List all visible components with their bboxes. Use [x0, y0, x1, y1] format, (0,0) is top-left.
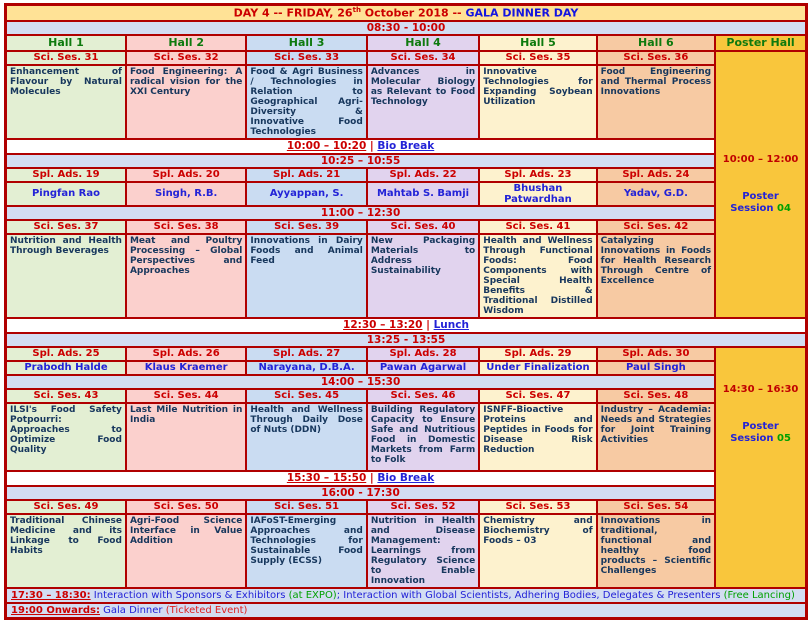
- speaker-name: Yadav, G.D.: [597, 182, 715, 206]
- day-title-red-1: DAY 4 -- FRIDAY, 26: [233, 6, 353, 20]
- break-label: Bio Break: [377, 472, 435, 485]
- session-title: Innovations in traditional, functional and healthy food products – Scientific Challenges: [597, 514, 715, 588]
- session-code: Sci. Ses. 36: [597, 51, 715, 65]
- spl-ads-code: Spl. Ads. 28: [367, 347, 479, 361]
- poster-session-05-time: 14:30 – 16:30: [722, 383, 799, 395]
- session-title: Traditional Chinese Medicine and its Linkage to Food Habits: [6, 514, 126, 588]
- session-code: Sci. Ses. 43: [6, 389, 126, 403]
- session-title: ILSI's Food Safety Potpourri: Approaches to Optimize Food Quality: [6, 403, 126, 471]
- gala-time: 19:00 Onwards:: [11, 604, 100, 616]
- session-code: Sci. Ses. 51: [246, 500, 366, 514]
- spl-ads-code: Spl. Ads. 22: [367, 168, 479, 182]
- session-code: Sci. Ses. 33: [246, 51, 366, 65]
- session-title: Last Mile Nutrition in India: [126, 403, 246, 471]
- spl-ads-code: Spl. Ads. 29: [479, 347, 596, 361]
- poster-label-line1: Poster: [742, 420, 779, 432]
- session-code: Sci. Ses. 44: [126, 389, 246, 403]
- session-title: Enhancement of Flavour by Natural Molecules: [6, 65, 126, 139]
- speaker-name: Narayana, D.B.A.: [246, 361, 366, 375]
- session-code: Sci. Ses. 49: [6, 500, 126, 514]
- session-code: Sci. Ses. 37: [6, 220, 126, 234]
- break-time: 12:30 – 13:20: [343, 319, 423, 332]
- speaker-name: Pingfan Rao: [6, 182, 126, 206]
- session-code: Sci. Ses. 53: [479, 500, 596, 514]
- break-time: 10:00 – 10:20: [286, 140, 367, 153]
- hall-2-header: Hall 2: [126, 35, 246, 51]
- session-title: Advances in Molecular Biology as Relevant to Food Technology: [367, 65, 479, 139]
- poster-session-04-label: [719, 191, 802, 215]
- time-band-1025: 10:25 – 10:55: [6, 154, 716, 168]
- break-separator: |: [422, 319, 434, 332]
- day-title-superscript: th: [352, 6, 361, 14]
- speaker-name: Ayyappan, S.: [246, 182, 366, 206]
- session-code: Sci. Ses. 38: [126, 220, 246, 234]
- session-title: Catalyzing Innovations in Foods for Health Research Through Centre of Excellence: [597, 234, 715, 318]
- session-title: Meat and Poultry Processing – Global Perspectives and Approaches: [126, 234, 246, 318]
- session-code: Sci. Ses. 50: [126, 500, 246, 514]
- session-title: Nutrition and Health Through Beverages: [6, 234, 126, 318]
- hall-3-header: Hall 3: [246, 35, 366, 51]
- time-band-1600: 16:00 - 17:30: [6, 486, 716, 500]
- time-band-1400: 14:00 – 15:30: [6, 375, 716, 389]
- session-code: Sci. Ses. 48: [597, 389, 715, 403]
- evening-text-1: Interaction with Sponsors & Exhibitors: [90, 589, 289, 601]
- session-title: Innovative Technologies for Expanding Soybean Utilization: [479, 65, 596, 139]
- hall-6-header: Hall 6: [597, 35, 715, 51]
- break-label: Lunch: [433, 319, 469, 332]
- spl-ads-code: Spl. Ads. 24: [597, 168, 715, 182]
- session-code: Sci. Ses. 42: [597, 220, 715, 234]
- session-code: Sci. Ses. 39: [246, 220, 366, 234]
- break-separator: |: [366, 472, 378, 485]
- hall-5-header: Hall 5: [479, 35, 596, 51]
- speaker-name: Mahtab S. Bamji: [367, 182, 479, 206]
- session-title: Health and Wellness Through Daily Dose of Nuts (DDN): [246, 403, 366, 471]
- speaker-name: Under Finalization: [479, 361, 596, 375]
- session-title: New Packaging Materials to Address Sustainability: [367, 234, 479, 318]
- day-title-red-2: October 2018 --: [360, 6, 466, 20]
- break-time: 15:30 – 15:50: [286, 472, 367, 485]
- evening-time: 17:30 – 18:30:: [11, 589, 91, 601]
- spl-ads-code: Spl. Ads. 25: [6, 347, 126, 361]
- speaker-name: Klaus Kraemer: [126, 361, 246, 375]
- session-code: Sci. Ses. 35: [479, 51, 596, 65]
- time-band-1100: 11:00 – 12:30: [6, 206, 716, 220]
- session-code: Sci. Ses. 41: [479, 220, 596, 234]
- bio-break-band-2: [6, 471, 716, 486]
- session-title: Health and Wellness Through Functional Foods: Food Components with Special Health Benefits & Traditional Distilled Wisdom: [479, 234, 596, 318]
- evening-text-2: ; Interaction with Global Scientists, Adhering Bodies, Delegates & Presenters: [336, 589, 724, 601]
- poster-label-line2: Session: [730, 202, 774, 214]
- session-code: Sci. Ses. 46: [367, 389, 479, 403]
- poster-session-04-time: 10:00 – 12:00: [722, 153, 799, 165]
- day-title-event: GALA DINNER DAY: [465, 6, 579, 20]
- spl-ads-code: Spl. Ads. 27: [246, 347, 366, 361]
- evening-program-row: [6, 588, 807, 603]
- spl-ads-code: Spl. Ads. 26: [126, 347, 246, 361]
- bio-break-band-1: [6, 139, 716, 154]
- hall-1-header: Hall 1: [6, 35, 126, 51]
- poster-session-05-cell: [715, 347, 806, 588]
- session-title: ISNFF-Bioactive Proteins and Peptides in Foods for Disease Risk Reduction: [479, 403, 596, 471]
- session-title: Food & Agri Business / Technologies in Relation to Geographical Agri-Diversity & Innovative Food Technologies: [246, 65, 366, 139]
- spl-ads-code: Spl. Ads. 20: [126, 168, 246, 182]
- session-code: Sci. Ses. 31: [6, 51, 126, 65]
- gala-label: Gala Dinner: [99, 604, 166, 616]
- session-code: Sci. Ses. 32: [126, 51, 246, 65]
- speaker-name: Prabodh Halde: [6, 361, 126, 375]
- poster-label-line1: Poster: [742, 190, 779, 202]
- spl-ads-code: Spl. Ads. 30: [597, 347, 715, 361]
- session-code: Sci. Ses. 40: [367, 220, 479, 234]
- gala-ticket-note: (Ticketed Event): [165, 604, 248, 616]
- spl-ads-code: Spl. Ads. 23: [479, 168, 596, 182]
- speaker-name: Paul Singh: [597, 361, 715, 375]
- session-title: Chemistry and Biochemistry of Foods – 03: [479, 514, 596, 588]
- time-band-1325: 13:25 - 13:55: [6, 333, 807, 347]
- poster-session-number: 05: [776, 432, 791, 444]
- schedule-table: [4, 3, 808, 620]
- speaker-name: Singh, R.B.: [126, 182, 246, 206]
- session-title: Food Engineering and Thermal Process Innovations: [597, 65, 715, 139]
- break-separator: |: [366, 140, 378, 153]
- session-title: Nutrition in Health and Disease Management: Learnings from Regulatory Science to Enable Innovation: [367, 514, 479, 588]
- session-title: Agri-Food Science Interface in Value Addition: [126, 514, 246, 588]
- session-code: Sci. Ses. 45: [246, 389, 366, 403]
- session-title: Building Regulatory Capacity to Ensure Safe and Nutritious Food in Domestic Markets from Farm to Folk: [367, 403, 479, 471]
- gala-dinner-row: [6, 603, 807, 619]
- evening-freelancing-note: (Free Lancing): [723, 589, 795, 601]
- session-code: Sci. Ses. 52: [367, 500, 479, 514]
- session-code: Sci. Ses. 34: [367, 51, 479, 65]
- spl-ads-code: Spl. Ads. 19: [6, 168, 126, 182]
- time-band-0830: 08:30 - 10:00: [6, 21, 807, 35]
- speaker-name: Pawan Agarwal: [367, 361, 479, 375]
- poster-session-number: 04: [776, 202, 791, 214]
- speaker-name: Bhushan Patwardhan: [479, 182, 596, 206]
- session-title: Food Engineering: A radical vision for the XXI Century: [126, 65, 246, 139]
- session-code: Sci. Ses. 47: [479, 389, 596, 403]
- break-label: Bio Break: [377, 140, 435, 153]
- session-title: IAFoST-Emerging Approaches and Technologies for Sustainable Food Supply (ECSS): [246, 514, 366, 588]
- lunch-band: [6, 318, 807, 333]
- poster-label-line2: Session: [730, 432, 774, 444]
- spl-ads-code: Spl. Ads. 21: [246, 168, 366, 182]
- session-title: Industry – Academia: Needs and Strategies for Joint Training Activities: [597, 403, 715, 471]
- day-title: [6, 5, 807, 21]
- poster-hall-header: Poster Hall: [715, 35, 806, 51]
- session-title: Innovations in Dairy Foods and Animal Feed: [246, 234, 366, 318]
- poster-session-05-label: [719, 421, 802, 445]
- hall-4-header: Hall 4: [367, 35, 479, 51]
- poster-session-04-cell: [715, 51, 806, 318]
- evening-expo-note: (at EXPO): [288, 589, 337, 601]
- session-code: Sci. Ses. 54: [597, 500, 715, 514]
